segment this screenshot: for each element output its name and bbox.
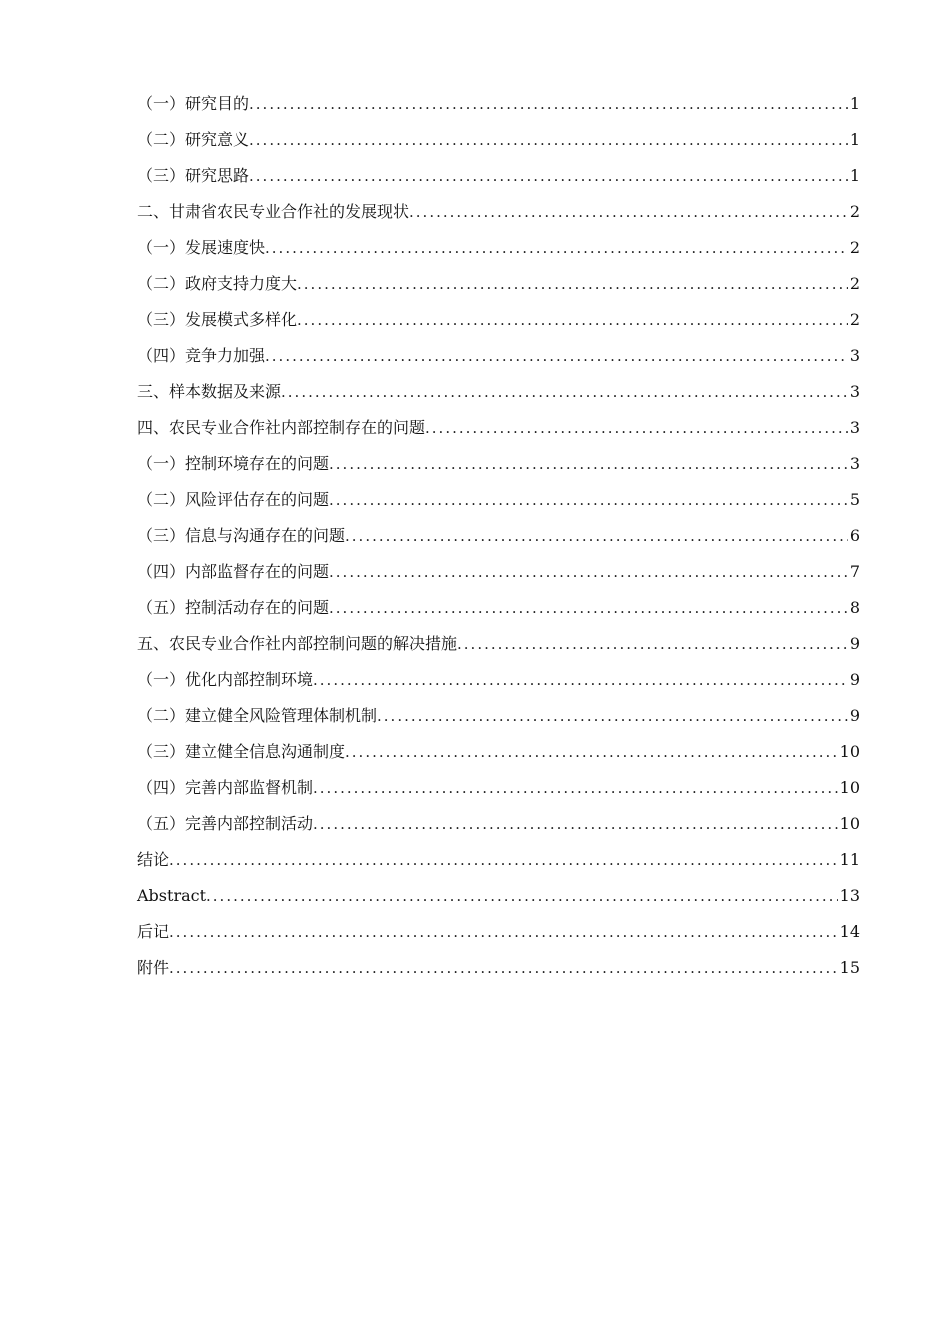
toc-page-number: 9 [849,634,860,653]
toc-entry-title: 五、农民专业合作社内部控制问题的解决措施 [137,634,458,653]
toc-leader-dots [313,770,838,806]
toc-entry[interactable] [137,878,860,914]
toc-page-number: 11 [839,850,860,869]
toc-entry[interactable] [137,410,860,446]
toc-page-number: 14 [839,922,860,941]
toc-page-number: 3 [849,454,860,473]
toc-entry[interactable] [137,950,860,986]
toc-entry[interactable] [137,122,860,158]
toc-entry-title: （二）研究意义 [137,130,250,149]
toc-leader-dots [297,302,848,338]
toc-entry-title: （三）发展模式多样化 [137,310,298,329]
toc-page-number: 3 [849,346,860,365]
toc-leader-dots [345,734,838,770]
toc-leader-dots [169,950,838,986]
toc-entry-title: （二）建立健全风险管理体制机制 [137,706,378,725]
toc-page-number: 1 [849,94,860,113]
toc-page-number: 3 [849,418,860,437]
toc-page-number: 1 [849,166,860,185]
toc-page-number: 7 [849,562,860,581]
toc-leader-dots [249,158,848,194]
toc-leader-dots [345,518,848,554]
toc-entry[interactable] [137,626,860,662]
toc-entry-title: （三）建立健全信息沟通制度 [137,742,346,761]
toc-page-number: 5 [849,490,860,509]
toc-entry-title: （四）竞争力加强 [137,346,266,365]
toc-entry[interactable] [137,698,860,734]
toc-page-number: 2 [849,202,860,221]
toc-page-number: 8 [849,598,860,617]
toc-page-number: 10 [839,742,860,761]
toc-entry[interactable] [137,554,860,590]
table-of-contents [137,86,860,986]
toc-leader-dots [265,338,848,374]
toc-page-number: 10 [839,814,860,833]
toc-entry-title: 附件 [137,958,170,977]
toc-page-number: 6 [849,526,860,545]
toc-leader-dots [377,698,848,734]
toc-entry[interactable] [137,230,860,266]
toc-leader-dots [249,86,848,122]
toc-leader-dots [425,410,848,446]
toc-entry[interactable] [137,518,860,554]
toc-leader-dots [329,482,848,518]
toc-entry-title: （四）内部监督存在的问题 [137,562,330,581]
toc-leader-dots [169,914,838,950]
toc-entry[interactable] [137,266,860,302]
toc-entry-title: （一）研究目的 [137,94,250,113]
toc-leader-dots [313,806,838,842]
toc-leader-dots [297,266,848,302]
toc-entry-title: Abstract [137,886,207,905]
toc-entry[interactable] [137,590,860,626]
toc-entry[interactable] [137,482,860,518]
toc-page-number: 15 [839,958,860,977]
toc-leader-dots [329,446,848,482]
toc-entry[interactable] [137,770,860,806]
toc-entry-title: 四、农民专业合作社内部控制存在的问题 [137,418,426,437]
toc-entry[interactable] [137,806,860,842]
toc-entry[interactable] [137,302,860,338]
toc-entry-title: （二）风险评估存在的问题 [137,490,330,509]
toc-leader-dots [329,554,848,590]
toc-entry-title: （一）发展速度快 [137,238,266,257]
toc-leader-dots [249,122,848,158]
toc-leader-dots [169,842,838,878]
toc-entry-title: 后记 [137,922,170,941]
toc-page-number: 2 [849,274,860,293]
toc-page-number: 10 [839,778,860,797]
toc-entry[interactable] [137,914,860,950]
toc-entry[interactable] [137,338,860,374]
toc-entry-title: 结论 [137,850,170,869]
toc-page-number: 9 [849,706,860,725]
toc-leader-dots [313,662,848,698]
toc-entry[interactable] [137,374,860,410]
toc-entry-title: （一）控制环境存在的问题 [137,454,330,473]
toc-page-number: 3 [849,382,860,401]
toc-leader-dots [457,626,848,662]
toc-entry-title: （三）研究思路 [137,166,250,185]
toc-entry[interactable] [137,158,860,194]
toc-entry[interactable] [137,734,860,770]
toc-leader-dots [409,194,848,230]
toc-page-number: 13 [839,886,860,905]
toc-entry[interactable] [137,86,860,122]
toc-entry-title: 三、样本数据及来源 [137,382,282,401]
toc-entry[interactable] [137,446,860,482]
toc-entry[interactable] [137,662,860,698]
toc-entry-title: （五）控制活动存在的问题 [137,598,330,617]
toc-leader-dots [281,374,848,410]
toc-entry-title: （五）完善内部控制活动 [137,814,314,833]
toc-entry-title: （二）政府支持力度大 [137,274,298,293]
toc-page-number: 9 [849,670,860,689]
toc-entry-title: （一）优化内部控制环境 [137,670,314,689]
toc-entry-title: （四）完善内部监督机制 [137,778,314,797]
toc-entry-title: 二、甘肃省农民专业合作社的发展现状 [137,202,410,221]
toc-entry[interactable] [137,194,860,230]
toc-leader-dots [329,590,848,626]
toc-page-number: 2 [849,238,860,257]
toc-leader-dots [206,878,838,914]
toc-entry-title: （三）信息与沟通存在的问题 [137,526,346,545]
toc-leader-dots [265,230,848,266]
toc-page-number: 1 [849,130,860,149]
toc-page-number: 2 [849,310,860,329]
toc-entry[interactable] [137,842,860,878]
